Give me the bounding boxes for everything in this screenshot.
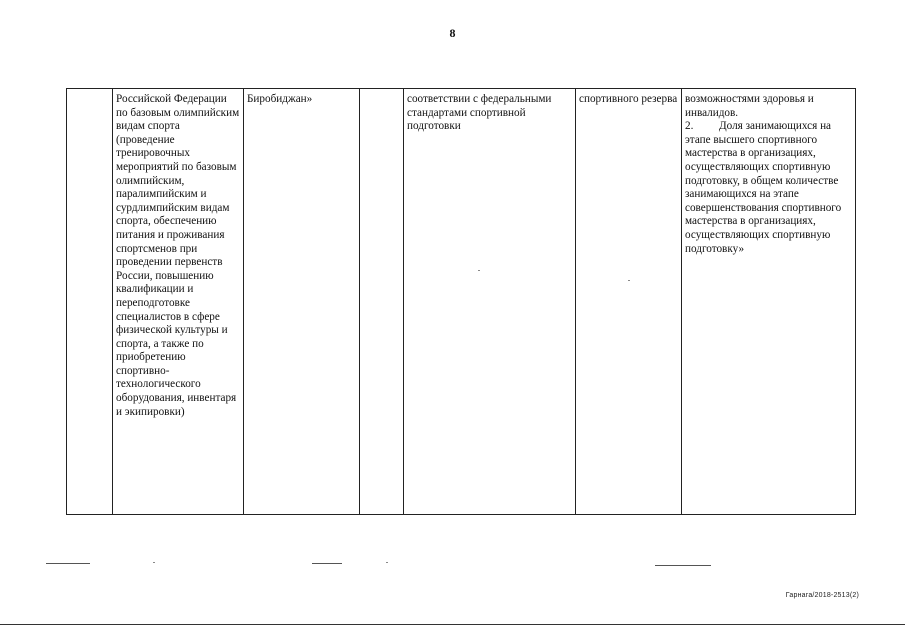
page-bottom-rule — [0, 624, 905, 625]
table-cell-col7 — [682, 89, 856, 515]
col7-item-text: Доля занимающихся на этапе высшего спортивного мастерства в организациях, осуществляющих спортивную подготовку, в общем количестве занимающихся на этапе совершенствования спортивного мастерства в организациях, осуществляющих спортивную подготовку» — [685, 120, 842, 255]
table-cell-col6: спортивного резерва — [576, 89, 682, 515]
bottom-rule-mid — [312, 563, 342, 564]
scan-speck — [478, 270, 480, 271]
table-cell-col5: соответствии с федеральными стандартами спортивной подготовки — [404, 89, 576, 515]
col7-item — [685, 120, 853, 256]
scan-speck — [386, 562, 388, 563]
bottom-rule-left — [46, 563, 90, 564]
table-cell-col1 — [67, 89, 113, 515]
document-table — [66, 88, 856, 515]
table-cell-col4 — [360, 89, 404, 515]
scan-speck — [628, 280, 630, 281]
table-row — [67, 89, 856, 515]
scan-speck — [153, 562, 155, 563]
table-cell-col3: Биробиджан» — [244, 89, 360, 515]
table-cell-col2: Российской Федерации по базовым олимпийским видам спорта (проведение тренировочных мероприятий по базовым олимпийским, паралимпийским и сурдлимпийским видам спорта, обеспечению питания и проживания спортсменов при проведении первенств России, повышению квалификации и переподготовке специалистов в сфере физической культуры и спорта, а также по приобретению спортивно-технологического оборудования, инвентаря и экипировки) — [113, 89, 244, 515]
bottom-rule-right — [655, 565, 711, 566]
page-number: 8 — [449, 26, 456, 40]
footer-code: Гарнага/2018-2513(2) — [785, 592, 859, 599]
col7-item-number: 2. — [685, 120, 694, 133]
col7-line1: возможностями здоровья и инвалидов. — [685, 93, 814, 119]
